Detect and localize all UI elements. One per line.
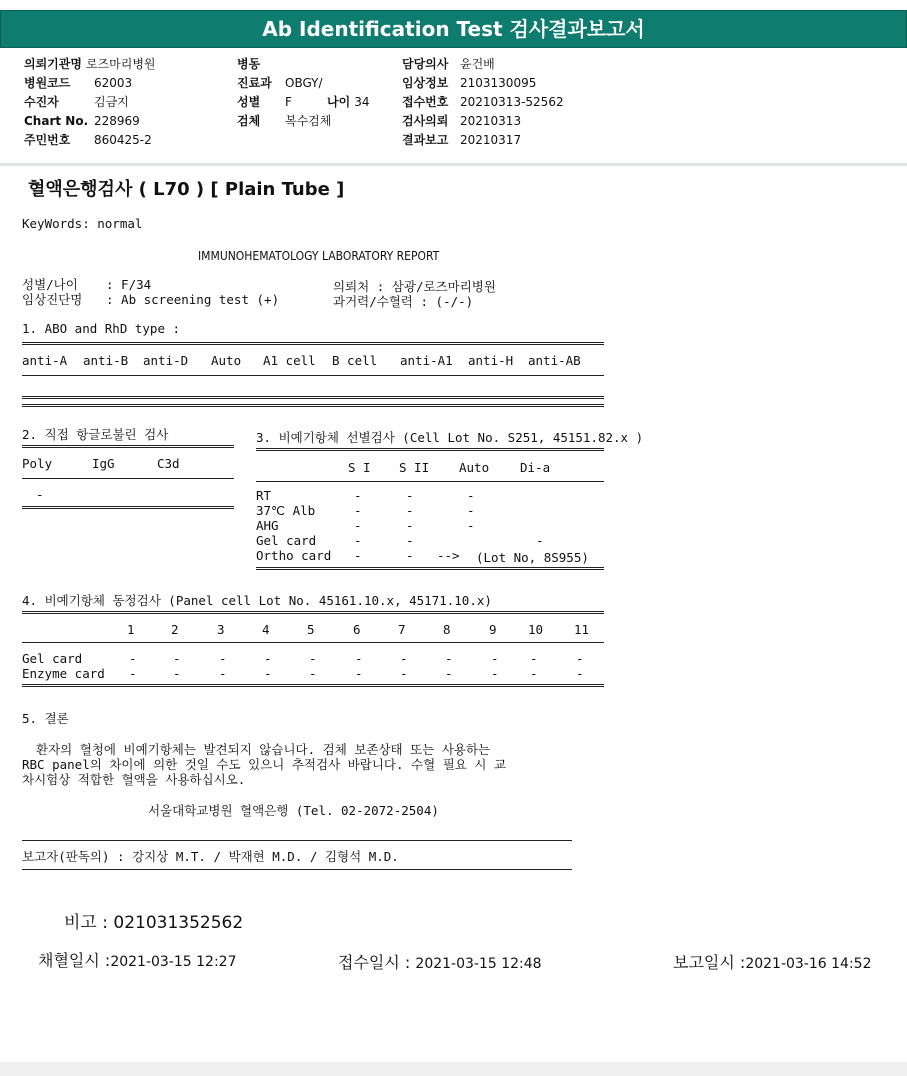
s4-cell: - — [445, 666, 453, 681]
s1-col-header: anti-A — [22, 353, 68, 368]
s4-cell: - — [491, 666, 499, 681]
s4-col-header: 5 — [307, 622, 315, 637]
remark — [64, 908, 243, 933]
header-col-3 — [402, 55, 564, 150]
s1-top-rule — [22, 342, 604, 345]
s5-reporter: 보고자(판독의) : 강지상 M.T. / 박재현 M.D. / 김형석 M.D. — [22, 849, 399, 864]
s3-cell: - — [536, 533, 544, 548]
doctor-label: 담당의사 — [402, 57, 449, 71]
s5-line-2: RBC panel의 차이에 의한 것일 수도 있으니 추적검사 바랍니다. 수혈 필요 시 교 — [22, 757, 507, 772]
report-date-label: 결과보고 — [402, 133, 449, 147]
request-date-value: 20210313 — [460, 114, 522, 128]
patient-value: 김금지 — [94, 95, 129, 109]
s4-cell: - — [400, 666, 408, 681]
specimen-label: 검체 — [237, 114, 261, 128]
s4-col-header: 10 — [528, 622, 544, 637]
remark-label: 비고 : — [64, 913, 108, 933]
keywords: KeyWords: normal — [22, 216, 143, 231]
s2-col-header: IgG — [92, 456, 115, 471]
s3-cell: - — [406, 548, 414, 563]
hospital-label: 의뢰기관명 — [24, 57, 82, 71]
s3-col-header: Di-a — [520, 460, 551, 475]
clinical-info-value: 2103130095 — [460, 76, 537, 90]
chart-no-label: Chart No. — [24, 114, 89, 128]
s5-line-3: 차시험상 적합한 혈액을 사용하십시오. — [22, 772, 246, 787]
s3-mid-rule — [256, 481, 604, 482]
s4-cell: - — [219, 651, 227, 666]
s4-col-header: 1 — [127, 622, 135, 637]
s3-row-label: RT — [256, 488, 272, 503]
report-title-bar: Ab Identification Test 검사결과보고서 — [0, 10, 907, 48]
report-date-value: 20210317 — [460, 133, 522, 147]
s5-rule-1 — [22, 840, 572, 841]
receive-label: 접수일시 : — [338, 953, 411, 972]
s3-cell: - — [354, 488, 362, 503]
s4-cell: - — [129, 666, 137, 681]
diagnosis-label: 임상진단명 — [22, 292, 83, 307]
s3-col-header: S II — [399, 460, 430, 475]
s4-cell: - — [309, 666, 317, 681]
s4-cell: - — [309, 651, 317, 666]
s5-title: 5. 결론 — [22, 711, 69, 726]
s3-cell: - — [406, 518, 414, 533]
ward-label: 병동 — [237, 57, 261, 71]
header-separator — [0, 163, 907, 166]
s3-cell: - — [467, 503, 475, 518]
s4-cell: - — [530, 651, 538, 666]
sex-value: F — [285, 95, 292, 109]
s4-cell: - — [355, 651, 363, 666]
s4-cell: - — [576, 666, 584, 681]
s4-cell: - — [264, 651, 272, 666]
s2-col-header: C3d — [157, 456, 180, 471]
s4-cell: - — [173, 651, 181, 666]
doctor-value: 윤건배 — [460, 57, 495, 71]
s1-col-header: A1 cell — [263, 353, 316, 368]
s1-col-header: Auto — [211, 353, 242, 368]
diagnosis-value: : Ab screening test (+) — [106, 292, 280, 307]
s1-col-header: anti-B — [83, 353, 129, 368]
s3-row-label: Ortho card — [256, 548, 332, 563]
s5-rule-2 — [22, 869, 572, 870]
s4-cell: - — [173, 666, 181, 681]
s2-title: 2. 직접 항글로불린 검사 — [22, 427, 169, 442]
request-date-label: 검사의뢰 — [402, 114, 449, 128]
s3-cell: - — [354, 533, 362, 548]
s3-cell: - — [467, 518, 475, 533]
page-bottom-bar — [0, 1062, 907, 1076]
department-value: OBGY/ — [285, 76, 323, 90]
s3-col-header: Auto — [459, 460, 490, 475]
header-col-1 — [24, 55, 156, 150]
s4-mid-rule — [22, 642, 604, 643]
s3-cell: - — [354, 503, 362, 518]
s3-row-label: Gel card — [256, 533, 317, 548]
s3-top-rule — [256, 448, 604, 451]
s3-cell: --> — [437, 548, 460, 563]
s3-row-label: 37℃ Alb — [256, 503, 316, 518]
sex-label: 성별 — [237, 95, 261, 109]
s4-row-label: Enzyme card — [22, 666, 105, 681]
hospital-value: 로즈마리병원 — [85, 57, 156, 71]
transfusion-history: 과거력/수혈력 : (-/-) — [333, 294, 474, 309]
header-col-2 — [237, 55, 369, 131]
s3-row-label: AHG — [256, 518, 279, 533]
s1-col-header: anti-AB — [528, 353, 581, 368]
s3-cell: - — [406, 503, 414, 518]
s1-mid-rule — [22, 375, 604, 376]
patient-label: 수진자 — [24, 95, 59, 109]
s2-mid-rule — [22, 478, 234, 479]
s4-cell: - — [491, 651, 499, 666]
s4-cell: - — [219, 666, 227, 681]
s3-cell: - — [354, 548, 362, 563]
s4-col-header: 6 — [353, 622, 361, 637]
age-label: 나이 — [327, 95, 351, 109]
s3-title: 3. 비예기항체 선별검사 (Cell Lot No. S251, 45151.82.x ) — [256, 430, 644, 445]
sex-age-value: : F/34 — [106, 277, 152, 292]
s4-cell: - — [129, 651, 137, 666]
s1-col-header: B cell — [332, 353, 378, 368]
s4-cell: - — [355, 666, 363, 681]
s4-col-header: 2 — [171, 622, 179, 637]
section-title: 혈액은행검사 ( L70 ) [ Plain Tube ] — [28, 179, 345, 200]
s3-col-header: S I — [348, 460, 371, 475]
s1-col-header: anti-D — [143, 353, 189, 368]
s3-lot-note: (Lot No, 8S955) — [476, 550, 589, 565]
collect-time — [38, 948, 236, 971]
resident-no-value: 860425-2 — [94, 133, 152, 147]
s4-cell: - — [400, 651, 408, 666]
s4-title: 4. 비예기항체 동정검사 (Panel cell Lot No. 45161.10.x, 45171.10.x) — [22, 593, 492, 608]
s5-org: 서울대학교병원 혈액은행 (Tel. 02-2072-2504) — [148, 803, 439, 818]
s4-top-rule — [22, 611, 604, 614]
chart-no-value: 228969 — [94, 114, 140, 128]
s5-line-1: 환자의 혈청에 비예기항체는 발견되지 않습니다. 검체 보존상태 또는 사용하는 — [36, 742, 491, 757]
department-label: 진료과 — [237, 76, 272, 90]
accession-value: 20210313-52562 — [460, 95, 564, 109]
accession-label: 접수번호 — [402, 95, 449, 109]
receive-value: 2021-03-15 12:48 — [415, 956, 542, 972]
hospital-code-value: 62003 — [94, 76, 133, 90]
s2-top-rule — [22, 445, 234, 448]
s4-col-header: 3 — [217, 622, 225, 637]
s2-col-header: Poly — [22, 456, 53, 471]
resident-no-label: 주민번호 — [24, 133, 71, 147]
s1-col-header: anti-H — [468, 353, 514, 368]
s2-value: - — [36, 487, 44, 502]
s4-row-label: Gel card — [22, 651, 83, 666]
s4-col-header: 9 — [489, 622, 497, 637]
report-value: 2021-03-16 14:52 — [745, 956, 872, 972]
receive-time — [338, 950, 542, 973]
s4-cell: - — [445, 651, 453, 666]
report-subtitle: IMMUNOHEMATOLOGY LABORATORY REPORT — [198, 249, 440, 263]
remark-value: 021031352562 — [113, 913, 244, 933]
report-time — [673, 950, 871, 973]
sex-age-label: 성별/나이 — [22, 277, 78, 292]
s2-bottom-rule — [22, 506, 234, 509]
s4-cell: - — [264, 666, 272, 681]
collect-value: 2021-03-15 12:27 — [110, 954, 237, 970]
s4-col-header: 7 — [398, 622, 406, 637]
referrer: 의뢰처 : 삼광/로즈마리병원 — [333, 279, 496, 294]
s3-cell: - — [354, 518, 362, 533]
hospital-code-label: 병원코드 — [24, 76, 71, 90]
clinical-info-label: 임상정보 — [402, 76, 449, 90]
s1-rule-2 — [22, 396, 604, 399]
s1-col-header: anti-A1 — [400, 353, 453, 368]
s3-cell: - — [467, 488, 475, 503]
s3-cell: - — [406, 488, 414, 503]
s1-rule-3 — [22, 404, 604, 407]
s4-col-header: 8 — [443, 622, 451, 637]
s4-cell: - — [530, 666, 538, 681]
report-label: 보고일시 : — [673, 953, 746, 972]
s4-bottom-rule — [22, 684, 604, 687]
s4-cell: - — [576, 651, 584, 666]
age-value: 34 — [354, 95, 370, 109]
collect-label: 채혈일시 : — [38, 951, 111, 970]
s4-col-header: 11 — [574, 622, 590, 637]
specimen-value: 복수검체 — [285, 114, 332, 128]
s3-bottom-rule — [256, 567, 604, 570]
s3-cell: - — [406, 533, 414, 548]
s4-col-header: 4 — [262, 622, 270, 637]
s1-title: 1. ABO and RhD type : — [22, 321, 181, 336]
